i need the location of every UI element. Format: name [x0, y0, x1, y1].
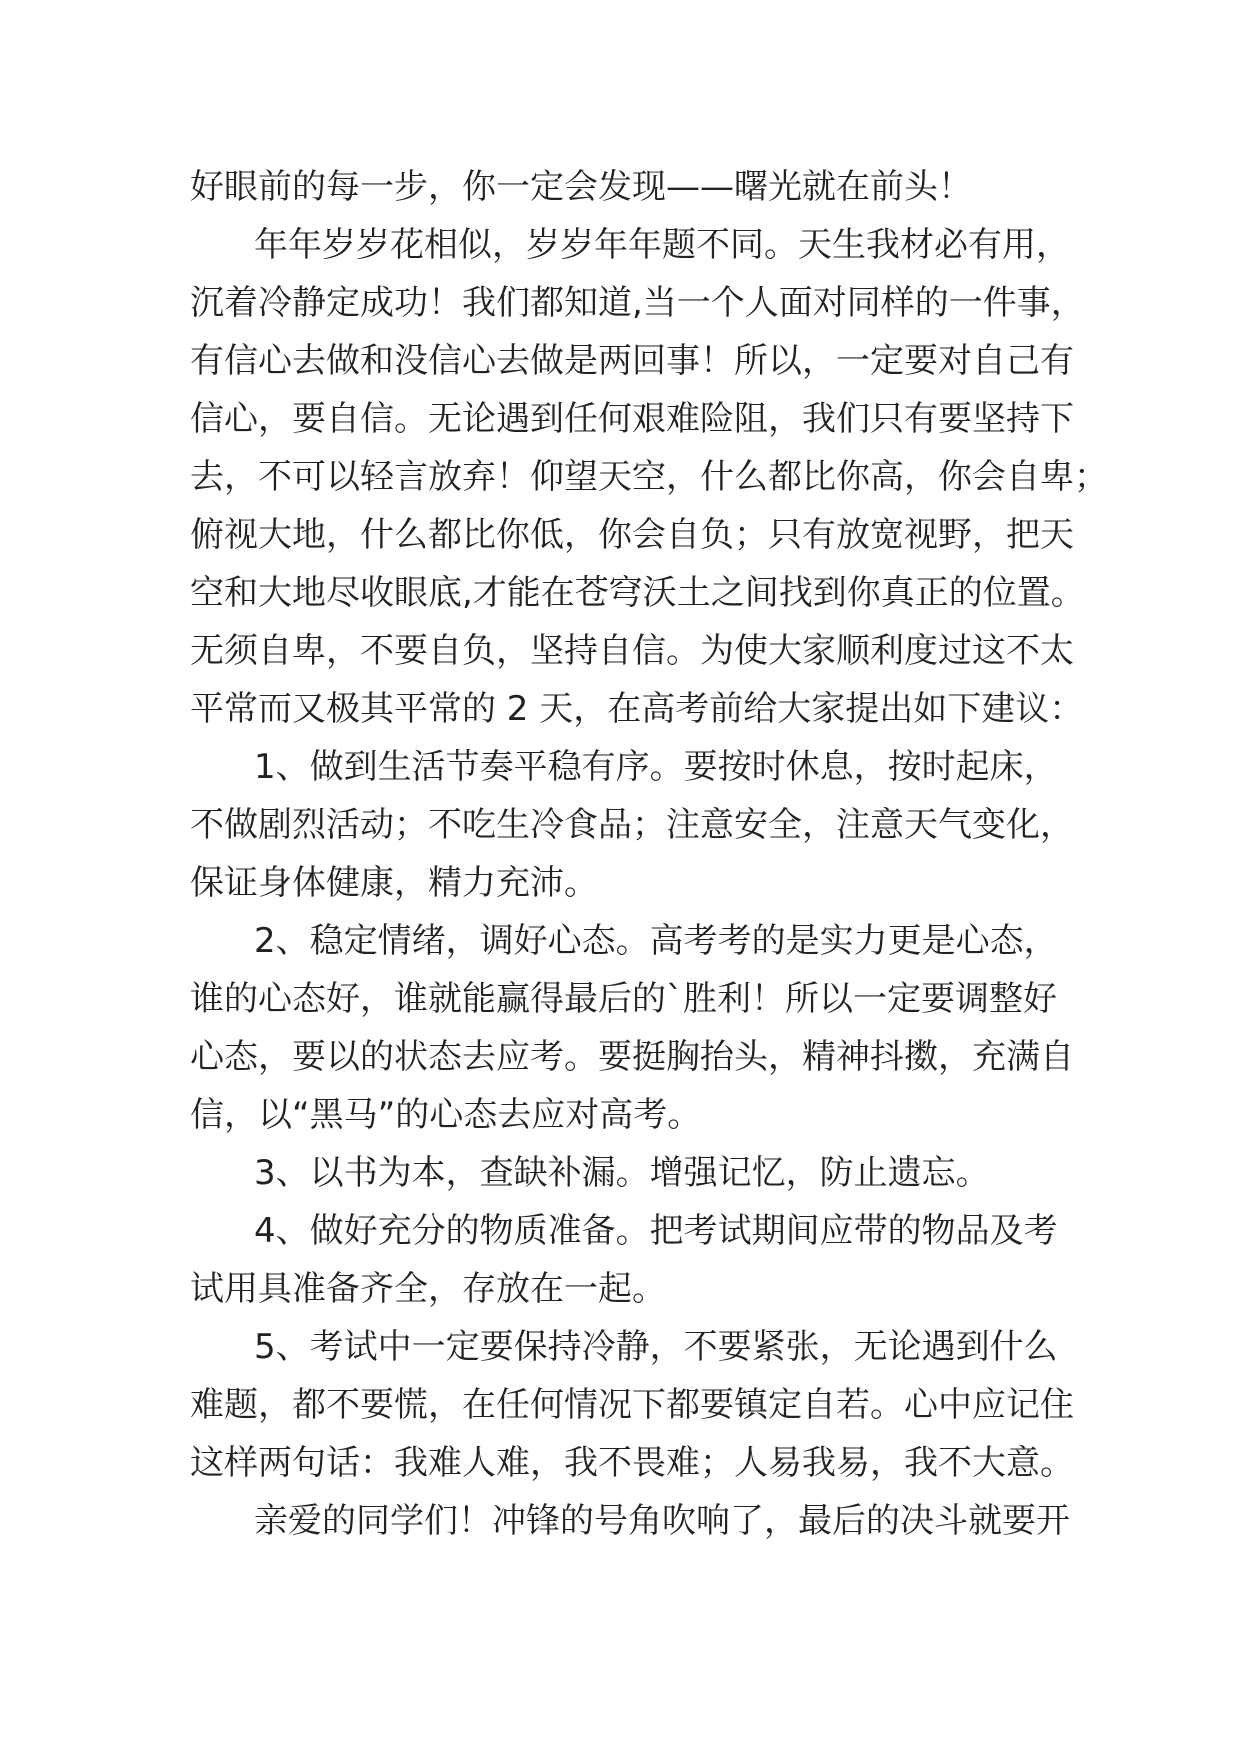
text-line-12: 不做剧烈活动；不吃生冷食品；注意安全，注意天气变化， [190, 805, 1074, 845]
text-line-18: 3、以书为本，查缺补漏。增强记忆，防止遗忘。 [254, 1153, 990, 1193]
text-line-17: 信，以“黑马”的心态去应对高考。 [190, 1095, 702, 1135]
text-line-1: 好眼前的每一步，你一定会发现——曙光就在前头！ [190, 167, 972, 207]
text-line-5: 信心，要自信。无论遇到任何艰难险阻，我们只有要坚持下 [190, 399, 1074, 439]
text-line-9: 无须自卑，不要自负，坚持自信。为使大家顺利度过这不太 [190, 631, 1074, 671]
text-line-15: 谁的心态好，谁就能赢得最后的`胜利！所以一定要调整好 [190, 979, 1057, 1019]
text-line-23: 这样两句话：我难人难，我不畏难；人易我易，我不大意。 [190, 1443, 1074, 1483]
text-line-16: 心态，要以的状态去应考。要挺胸抬头，精神抖擞，充满自 [190, 1037, 1074, 1077]
text-line-4: 有信心去做和没信心去做是两回事！所以，一定要对自己有 [190, 341, 1074, 381]
text-line-24: 亲爱的同学们！冲锋的号角吹响了，最后的决斗就要开 [254, 1501, 1070, 1541]
text-line-10: 平常而又极其平常的 2 天，在高考前给大家提出如下建议： [190, 689, 1084, 729]
text-line-13: 保证身体健康，精力充沛。 [190, 863, 598, 903]
text-line-6: 去，不可以轻言放弃！仰望天空，什么都比你高，你会自卑； [190, 457, 1108, 497]
text-line-22: 难题，都不要慌，在任何情况下都要镇定自若。心中应记住 [190, 1385, 1074, 1425]
text-line-2: 年年岁岁花相似，岁岁年年题不同。天生我材必有用， [254, 225, 1070, 265]
text-line-7: 俯视大地，什么都比你低，你会自负；只有放宽视野，把天 [190, 515, 1074, 555]
text-line-11: 1、做到生活节奏平稳有序。要按时休息，按时起床， [254, 747, 1058, 787]
text-line-8: 空和大地尽收眼底,才能在苍穹沃土之间找到你真正的位置。 [190, 573, 1085, 613]
text-line-21: 5、考试中一定要保持冷静，不要紧张，无论遇到什么 [254, 1327, 1058, 1367]
text-line-20: 试用具准备齐全，存放在一起。 [190, 1269, 666, 1309]
text-line-3: 沉着冷静定成功！我们都知道,当一个人面对同样的一件事， [190, 283, 1085, 323]
text-line-14: 2、稳定情绪，调好心态。高考考的是实力更是心态， [254, 921, 1058, 961]
document-body [190, 158, 1108, 1550]
text-line-19: 4、做好充分的物质准备。把考试期间应带的物品及考 [254, 1211, 1058, 1251]
